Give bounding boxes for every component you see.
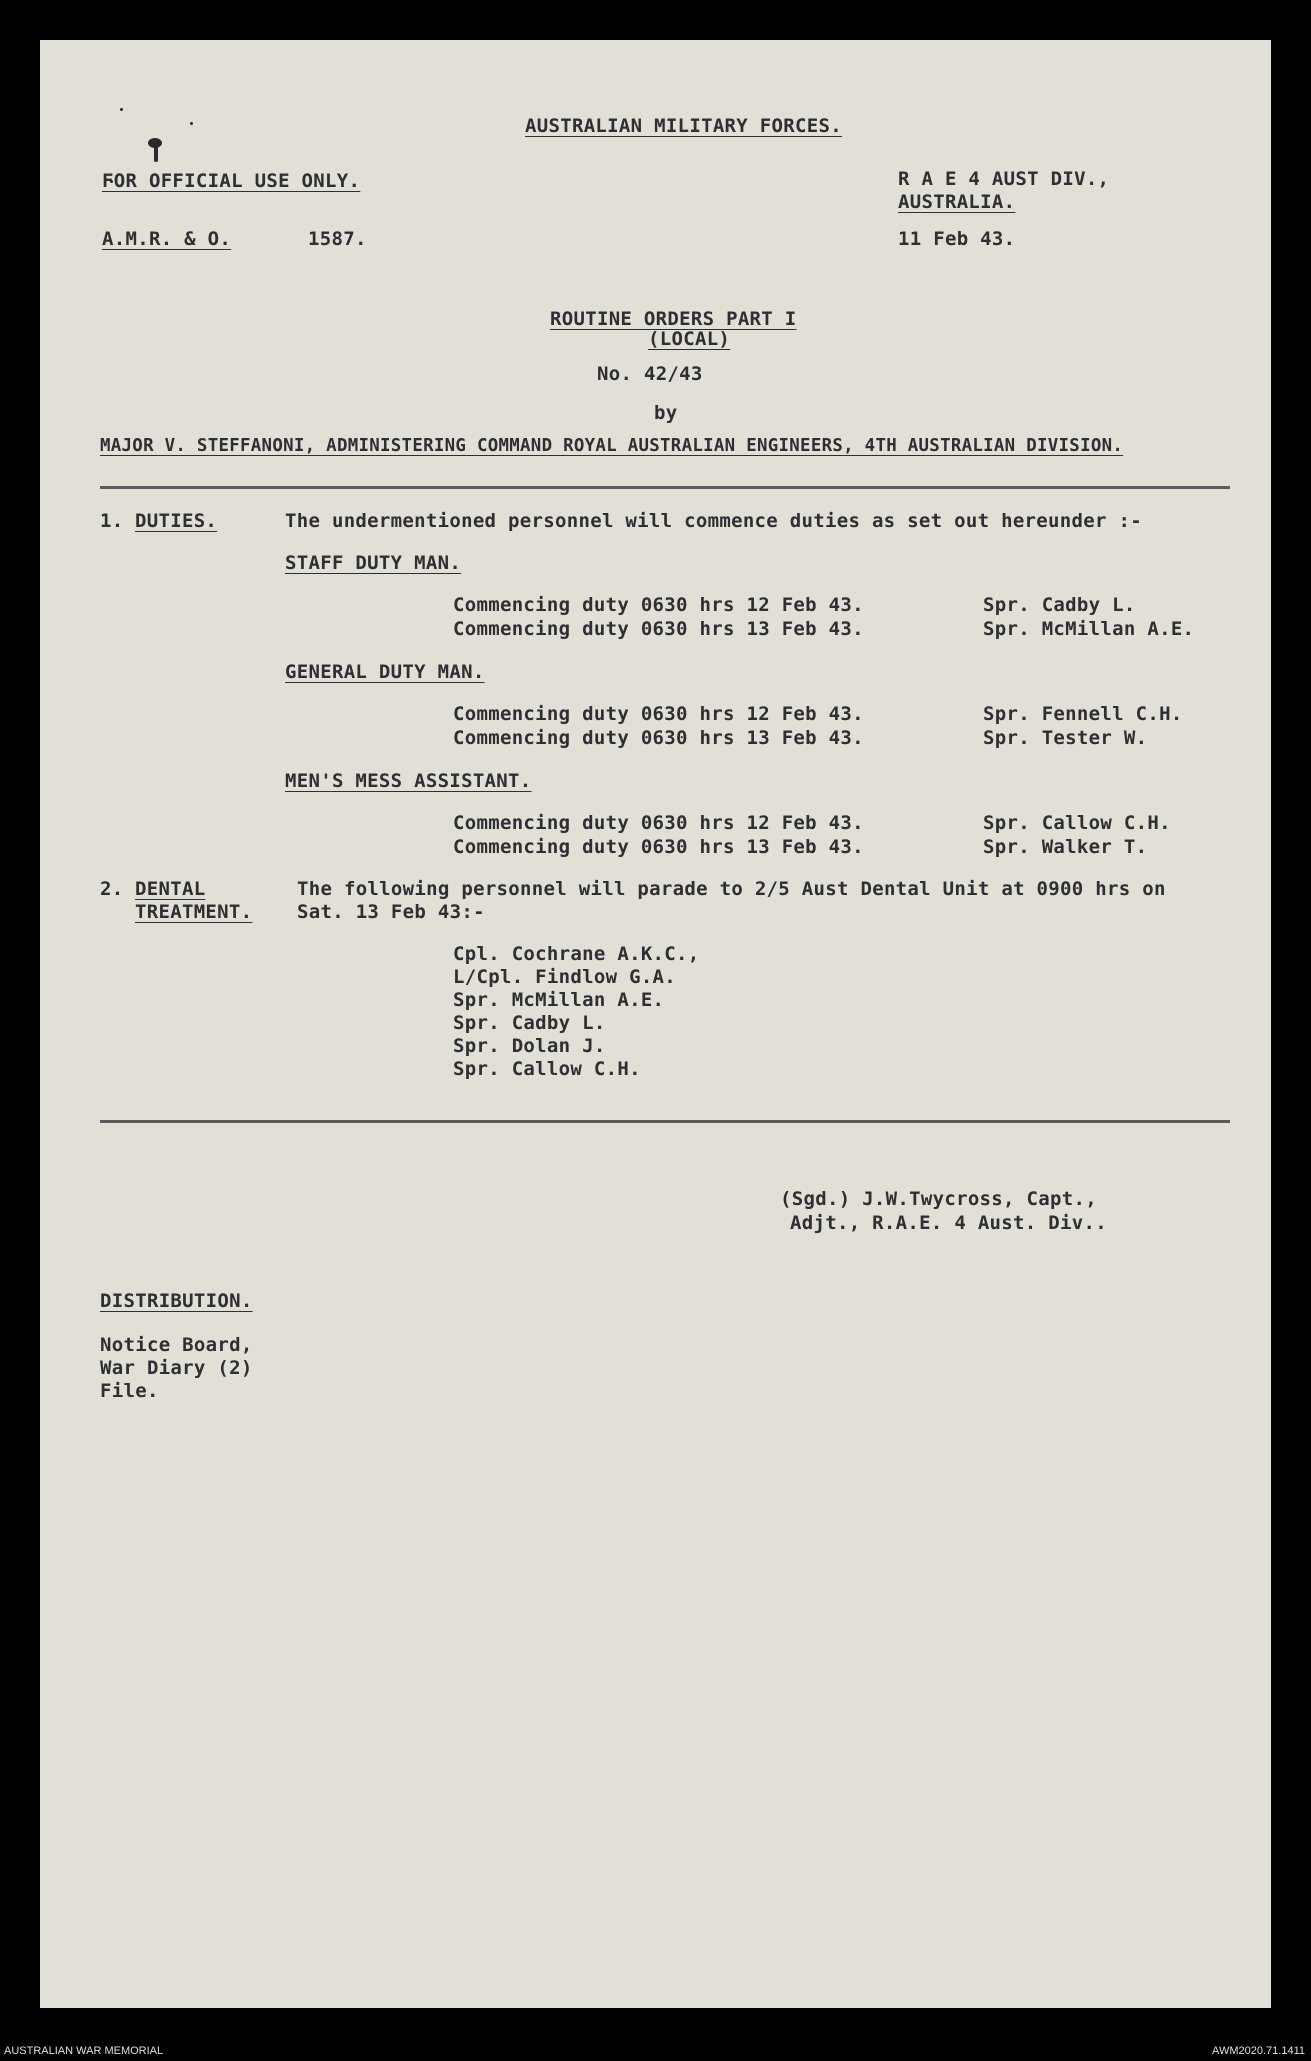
document-date: 11 Feb 43. xyxy=(898,228,1016,250)
order-by: by xyxy=(654,402,678,424)
distribution-heading: DISTRIBUTION. xyxy=(100,1290,253,1312)
order-number: No. 42/43 xyxy=(597,363,703,385)
duty-person: Spr. McMillan A.E. xyxy=(983,618,1195,640)
ink-mark xyxy=(120,108,123,111)
duty-entry: Commencing duty 0630 hrs 13 Feb 43. xyxy=(453,836,864,858)
divider-bottom xyxy=(100,1120,1230,1123)
dental-person: L/Cpl. Findlow G.A. xyxy=(453,966,677,988)
routine-orders-title: ROUTINE ORDERS PART I xyxy=(550,308,797,330)
duty-group-title: STAFF DUTY MAN. xyxy=(285,552,462,574)
duty-person: Spr. Callow C.H. xyxy=(983,812,1171,834)
duty-entry: Commencing duty 0630 hrs 13 Feb 43. xyxy=(453,618,864,640)
footer-archive-name: AUSTRALIAN WAR MEMORIAL xyxy=(4,2045,164,2057)
signature-line-2: Adjt., R.A.E. 4 Aust. Div.. xyxy=(790,1212,1107,1234)
duty-group-title: MEN'S MESS ASSISTANT. xyxy=(285,770,532,792)
ink-mark xyxy=(190,122,193,125)
distribution-item: File. xyxy=(100,1380,159,1402)
section-1-intro: The undermentioned personnel will commence duties as set out hereunder :- xyxy=(285,510,1142,532)
issuing-authority: MAJOR V. STEFFANONI, ADMINISTERING COMMAND ROYAL AUSTRALIAN ENGINEERS, 4TH AUSTRALIAN DIVISION. xyxy=(100,436,1124,456)
dental-person: Spr. Callow C.H. xyxy=(453,1058,641,1080)
routine-orders-subtitle: (LOCAL) xyxy=(648,328,731,350)
dental-person: Spr. Cadby L. xyxy=(453,1012,606,1034)
duty-person: Spr. Fennell C.H. xyxy=(983,703,1183,725)
unit-line-2: AUSTRALIA. xyxy=(898,191,1016,213)
amr-label: A.M.R. & O. xyxy=(102,228,232,250)
section-1-number: 1. xyxy=(100,510,124,532)
duty-person: Spr. Tester W. xyxy=(983,727,1148,749)
section-2-text: The following personnel will parade to 2/5 Aust Dental Unit at 0900 hrs on xyxy=(297,878,1166,900)
duty-group-title: GENERAL DUTY MAN. xyxy=(285,661,485,683)
distribution-item: Notice Board, xyxy=(100,1334,253,1356)
section-2-text-line-2: Sat. 13 Feb 43:- xyxy=(297,901,485,923)
dental-person: Spr. Dolan J. xyxy=(453,1035,606,1057)
official-use-label: FOR OFFICIAL USE ONLY. xyxy=(102,170,361,192)
document-title: AUSTRALIAN MILITARY FORCES. xyxy=(525,115,842,137)
duty-entry: Commencing duty 0630 hrs 12 Feb 43. xyxy=(453,703,864,725)
signature-line-1: (Sgd.) J.W.Twycross, Capt., xyxy=(780,1188,1097,1210)
duty-entry: Commencing duty 0630 hrs 12 Feb 43. xyxy=(453,812,864,834)
duty-entry: Commencing duty 0630 hrs 13 Feb 43. xyxy=(453,727,864,749)
section-2-heading-line-2: TREATMENT. xyxy=(135,901,253,923)
duty-person: Spr. Walker T. xyxy=(983,836,1148,858)
section-1-heading: DUTIES. xyxy=(135,510,218,532)
divider-top xyxy=(100,486,1230,489)
footer-accession-number: AWM2020.71.1411 xyxy=(1212,2045,1305,2057)
section-2-number: 2. xyxy=(100,878,124,900)
duty-person: Spr. Cadby L. xyxy=(983,594,1136,616)
dental-person: Spr. McMillan A.E. xyxy=(453,989,665,1011)
dental-person: Cpl. Cochrane A.K.C., xyxy=(453,943,700,965)
distribution-item: War Diary (2) xyxy=(100,1357,253,1379)
document-page xyxy=(40,40,1271,2008)
unit-line-1: R A E 4 AUST DIV., xyxy=(898,168,1110,190)
section-2-heading: DENTAL xyxy=(135,878,206,900)
ink-mark xyxy=(154,144,158,162)
duty-entry: Commencing duty 0630 hrs 12 Feb 43. xyxy=(453,594,864,616)
amr-number: 1587. xyxy=(308,228,367,250)
